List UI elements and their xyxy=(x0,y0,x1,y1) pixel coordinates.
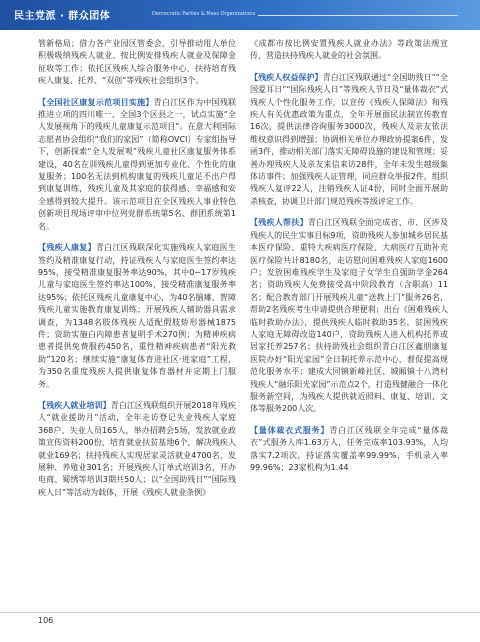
section-heading: 【残疾人权益保护】 xyxy=(250,72,323,82)
paragraph xyxy=(38,400,236,499)
paragraph-text: 《成都市按比例安置残疾人就业办法》等政策法规宣传，营造扶持残疾人就业的社会氛围。 xyxy=(250,39,448,61)
header-divider xyxy=(258,15,458,16)
paragraph xyxy=(38,242,236,391)
paragraph xyxy=(250,425,448,475)
page-header-banner xyxy=(0,0,480,30)
right-column xyxy=(250,38,448,480)
paragraph xyxy=(250,38,448,63)
paragraph-text: 青白江区残联组织开展2018年残疾人“就业援助月”活动，全年走访登记失业残疾人家庭368户、失业人员165人，举办招聘会5场，发放就业政策宣传资料200份，培育就业扶贫基地6个，解决残疾人就业169名；扶持残疾人实现居家灵活就业4700名，发展种、养殖业301名；开展残疾人订单式培训3名，开办电商、蜀绣等培训3期共50人；以“全国助残日”“国际残疾人日”等活动为载体，开展《残疾人就业条例》 xyxy=(38,400,236,497)
section-heading: 【残疾人康复】 xyxy=(38,243,96,253)
paragraph-text: 管新格局；借力各产业园区管委会，引导推动用人单位积极吸纳残疾人就业、按比例安排残疾人就业及保障金征收等工作；依托区残疾人综合服务中心，扶持培育残疾人康复、托养、“双创”等残疾社会组织3个。 xyxy=(38,39,236,86)
paragraph xyxy=(250,217,448,416)
header-title: 民主党派 · 群众团体 xyxy=(14,11,111,22)
section-heading: 【全国社区康复示范项目实施】 xyxy=(38,97,154,107)
paragraph-text: 青白江区残联全年完成“量体裁衣”式服务人库1.63万人，任务完成率103.93%，人均落实7.2项次，持证落实覆盖率99.99%，手机录入率99.96%；23家机构为1.44 xyxy=(250,425,448,472)
paragraph-text: 青白江区残联通过“全国助残日”“全国爱耳日”“国际残疾人日”等残疾人节日及“量体裁衣”式残疾人个性化服务工作，以宣传《残疾人保障法》和残疾人有关优惠政策为重点，全年开展面民法制宣传教育16次，提供法律咨询服务3000次，残疾人及亲友依法维权意识得到增强；协调相关单位办理政协提案6件，发函3件，推动相关部门落实无障碍设施的建设和管理；妥善办理残疾人及亲友来信来访28件，全年未发生越级集体访事件；加强残疾人证管理，同应群众举报2件，组织残疾人复评22人，注销残疾人证4份，同时全面开展助杀核查，协调卫计部门规范残疾等级评定工作。 xyxy=(250,72,449,206)
paragraph-text: 青白江区残联深化实施残疾人家庭医生签约及精准康复行动，持证残疾人与家庭医生签约率达95%，接受精准康复服务率达90%，其中0~17岁残疾儿童与家庭医生签约率达100%，接受精准康复服务率达95%；依托区残疾儿童康复中心，为40名脑瘫、智障残疾儿童实施教育康复训练；开展残疾人辅助器具需求调查，为1348名肢体残疾人适配假肢矫形器械1875件；资助实施白内障患者复明手术270例；为精神疾病患者提供免费服药450名，重性精神疾病患者“阳光救助”120名；继续实施“康复体育进社区·进家庭”工程，为350名重度残疾人提供康复体育器材并定期上门服务。 xyxy=(38,243,237,389)
section-heading: 【残疾人就业培训】 xyxy=(38,400,111,410)
paragraph xyxy=(38,38,236,88)
paragraph xyxy=(250,72,448,208)
footer-divider xyxy=(0,612,480,613)
page-number: 106 xyxy=(38,616,54,625)
left-column xyxy=(38,38,236,505)
paragraph xyxy=(38,97,236,233)
paragraph-text: 青白江区作为中国残联推进立项的四川唯一、全国3个区县之一，试点实施“全人发展视角下的残疾儿童康复示范项目”。在意大利国际志愿者协会组织“我们的家园”（简称OVCI）专家组指导下，创新探索“全人发展观”残疾儿童社区康复服务体系建设，40名在训残疾儿童得到更加专业化、个性化的康复服务；100名无法到机构康复的残疾儿童足不出户得到康复训练，残疾儿童及其家庭的获得感、幸福感和安全感得到较大提升。该示范项目在全区残疾人事业特色创新项目现场评审中位列党群系统第5名、群团系统第1名。 xyxy=(38,97,237,231)
section-heading: 【残疾人帮扶】 xyxy=(250,218,308,228)
section-heading: 【量体裁衣式服务】 xyxy=(250,425,330,435)
paragraph-text: 青白江区残联全面完成省、市、区涉及残疾人的民生实事目标9项，资助残疾人参加城乡居民基本医疗保险、重特大疾病医疗保险、大病医疗互助补充医疗保险共计8180名，走访慰问困难残疾人家庭1600户；发放困难残疾学生及家庭子女学生自强助学金264名；资助残疾人免费接受高中阶段教育（含职高）11名；配合教育部门开展残疾儿童“送教上门”服务26名，帮助2名残疾考生申请提供合理便利；出台《困难残疾人临时救助办法》，提供残疾人临时救助35名，贫困残疾人家庭无障碍改造140户，资助残疾人进入机构托养或居家托养257名；扶持助残社会组织青白江区鑫朋康复医院办好“阳光家园”全日制托养示范中心，督促提高规范化服务水平；建成大同镇新峰社区、城厢镇十八湾村残疾人“融乐阳光家园”示范点2个，打造残健融合一体化服务新空间，为残疾人提供就近照料、康复、培训、文体等服务200人次。 xyxy=(250,218,449,414)
header-subtitle: Democratic Parties & Mass Organizations xyxy=(152,11,256,17)
